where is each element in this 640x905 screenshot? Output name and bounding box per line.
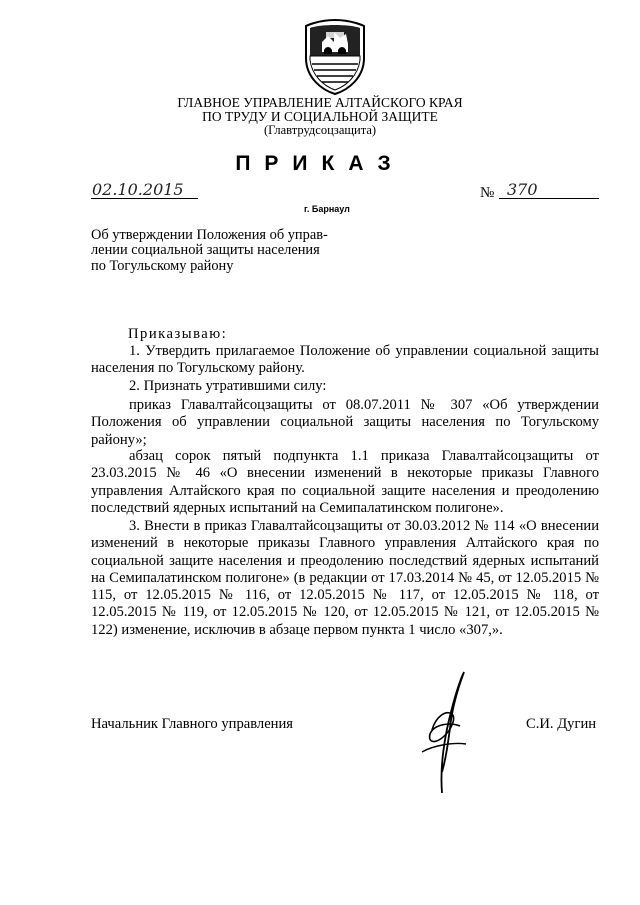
subject-line3: по Тогульскому району [91,257,234,274]
signatory-name: С.И. Дугин [526,716,597,732]
org-name-line1: ГЛАВНОЕ УПРАВЛЕНИЕ АЛТАЙСКОГО КРАЯ [177,95,463,110]
coat-of-arms-icon [300,18,370,96]
org-name-line2: ПО ТРУДУ И СОЦИАЛЬНОЙ ЗАЩИТЕ [202,109,438,124]
subject-line1: Об утверждении Положения об управ- [91,227,328,243]
paragraph-2b: абзац сорок пятый подпункта 1.1 приказа Главалтайсоцзащиты от 23.03.2015 № 46 «О внесении изменений в некоторые приказы Главного управления Алтайского края по социальной защите населения и преодолению последствий ядерных испытаний на Семипалатинском полигоне». [91,448,599,516]
org-short-name: (Главтрудсоцзащита) [263,123,377,137]
handwritten-date: 02.10.2015 [92,180,184,199]
number-label: № [480,185,495,201]
subject [91,228,341,274]
subject-line2: лении социальной защиты населения [91,242,320,259]
paragraph-2: 2. Признать утратившими силу: [129,378,327,394]
handwritten-number: 370 [507,180,538,199]
order-word: Приказываю: [128,326,228,342]
city: г. Барнаул [304,204,350,214]
paragraph-1: 1. Утвердить прилагаемое Положение об управлении социальной защиты населения по Тогульскому району. [91,343,599,377]
paragraph-3: 3. Внести в приказ Главалтайсоцзащиты от 30.03.2012 № 114 «О внесении изменений в некоторые приказы Главного управления Алтайского края по социальной защите населения и преодолению последствий ядерных испытаний на Семипалатинском полигоне» (в редакции от 17.03.2014 № 45, от 12.05.2015 № 115, от 12.05.2015 № 116, от 12.05.2015 № 117, от 12.05.2015 № 118, от 12.05.2015 № 119, от 12.05.2015 № 120, от 12.05.2015 № 121, от 12.05.2015 № 122) изменение, исключив в абзаце первом пункта 1 число «307,». [91,518,599,638]
paragraph-2a: приказ Главалтайсоцзащиты от 08.07.2011 № 307 «Об утверждении Положения об управлении социальной защиты населения по Тогульскому району»; [91,397,599,448]
signatory-position: Начальник Главного управления [91,716,294,732]
handwritten-signature [412,668,472,798]
document-title: ПРИКАЗ [235,152,405,175]
